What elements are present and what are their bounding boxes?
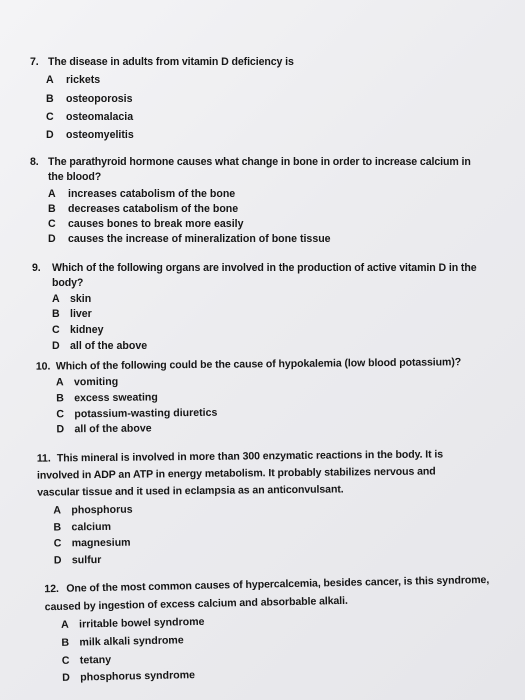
option-text: tetany (79, 653, 112, 667)
question-text: involved in ADP an ATP in energy metabolism. It probably stabilizes nervous and (36, 465, 436, 482)
question-text: One of the most common causes of hypercalcemia, besides cancer, is this syndrome, (66, 573, 490, 595)
option-text: causes the increase of mineralization of bone tissue (68, 233, 331, 245)
option-letter: C (53, 537, 62, 550)
option-letter: D (62, 671, 70, 684)
option-letter: D (56, 423, 65, 436)
option-letter: B (61, 636, 70, 649)
question-number: 12. (44, 582, 59, 596)
option-letter: C (61, 654, 70, 667)
option-letter: B (56, 392, 64, 405)
option-letter: C (48, 218, 56, 230)
option-letter: D (53, 554, 62, 567)
question-text: The parathyroid hormone causes what change in bone in order to increase calcium in (48, 156, 471, 168)
option-text: osteoporosis (66, 93, 133, 105)
option-text: magnesium (71, 536, 131, 550)
question-text: caused by ingestion of excess calcium and absorbable alkali. (44, 594, 348, 614)
option-text: causes bones to break more easily (68, 218, 244, 230)
option-text: milk alkali syndrome (79, 634, 184, 649)
option-letter: D (48, 233, 56, 245)
question-text: This mineral is involved in more than 300 enzymatic reactions in the body. It is (56, 448, 444, 465)
option-letter: A (52, 293, 60, 305)
option-text: decreases catabolism of the bone (68, 203, 239, 215)
option-text: increases catabolism of the bone (68, 188, 236, 200)
option-text: potassium-wasting diuretics (74, 406, 218, 421)
option-letter: D (46, 129, 54, 141)
option-text: irritable bowel syndrome (78, 615, 205, 631)
question-text: the blood? (48, 171, 102, 183)
option-text: all of the above (74, 422, 152, 436)
option-letter: A (53, 504, 62, 517)
option-letter: B (52, 308, 60, 320)
option-letter: C (46, 111, 54, 123)
option-letter: A (60, 618, 69, 631)
option-text: calcium (71, 520, 112, 534)
option-letter: C (56, 408, 65, 421)
option-letter: A (48, 188, 56, 200)
question-text: Which of the following organs are involved in the production of active vitamin D in the (52, 262, 477, 274)
option-text: osteomalacia (66, 111, 134, 123)
option-letter: A (55, 376, 64, 389)
option-text: osteomyelitis (66, 129, 134, 141)
question-number: 11. (36, 452, 51, 465)
option-letter: B (53, 521, 62, 534)
option-text: sulfur (71, 553, 102, 567)
question-number: 9. (32, 262, 41, 274)
question-number: 7. (30, 56, 39, 68)
question-number: 10. (35, 360, 51, 373)
question-text: The disease in adults from vitamin D deficiency is (48, 56, 294, 68)
option-letter: D (52, 340, 60, 352)
question-text: body? (52, 277, 84, 289)
question-text: vascular tissue and it used in eclampsia as an anticonvulsant. (37, 483, 344, 499)
option-text: liver (70, 308, 92, 320)
option-text: vomiting (73, 375, 119, 389)
option-text: all of the above (70, 340, 148, 352)
option-text: phosphorus syndrome (80, 669, 196, 684)
option-letter: C (52, 324, 60, 336)
option-text: kidney (70, 324, 104, 336)
question-text: Which of the following could be the cause of hypokalemia (low blood potassium)? (55, 356, 462, 373)
option-text: excess sweating (74, 391, 158, 405)
option-text: rickets (66, 74, 101, 86)
option-text: skin (70, 293, 92, 305)
question-number: 8. (30, 156, 39, 168)
option-letter: B (48, 203, 56, 215)
option-text: phosphorus (71, 503, 133, 517)
option-letter: A (46, 74, 54, 86)
option-letter: B (46, 93, 54, 105)
